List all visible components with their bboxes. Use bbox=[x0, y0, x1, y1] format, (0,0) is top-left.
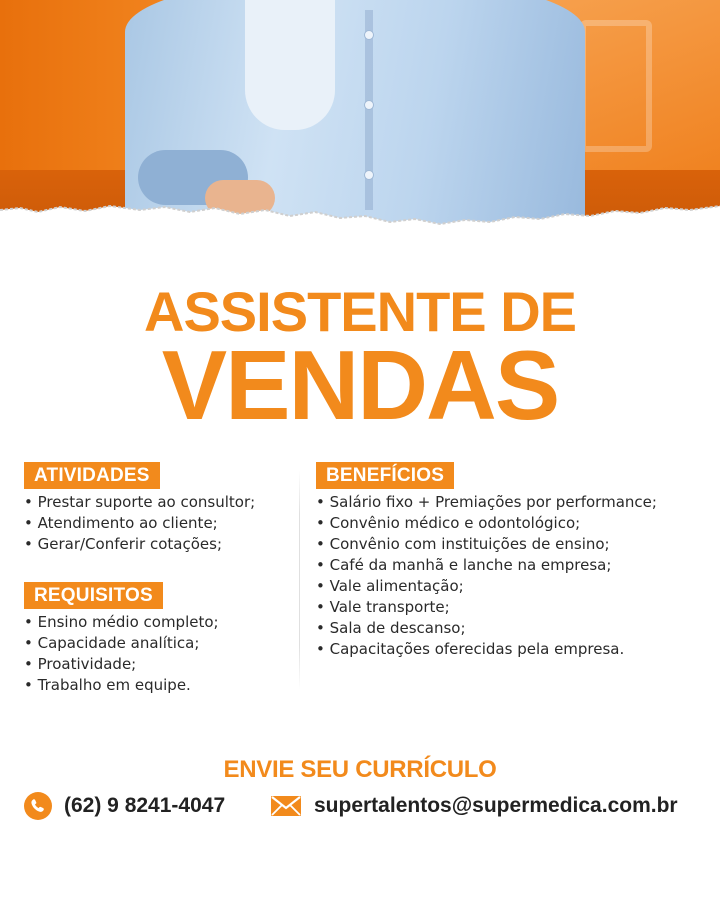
requisitos-list bbox=[24, 612, 219, 696]
hero-shirt-button bbox=[364, 100, 374, 110]
send-resume-heading: ENVIE SEU CURRÍCULO bbox=[223, 756, 497, 783]
list-item: • Capacitações oferecidas pela empresa. bbox=[316, 639, 657, 660]
list-item: • Café da manhã e lanche na empresa; bbox=[316, 555, 657, 576]
whatsapp-icon bbox=[24, 792, 52, 820]
list-item: • Gerar/Conferir cotações; bbox=[24, 534, 255, 555]
beneficios-label: BENEFÍCIOS bbox=[316, 462, 454, 489]
email-link[interactable]: supertalentos@supermedica.com.br bbox=[314, 794, 678, 817]
hero-shirt-button bbox=[364, 170, 374, 180]
beneficios-list bbox=[316, 492, 657, 660]
list-item: • Trabalho em equipe. bbox=[24, 675, 219, 696]
list-item: • Vale alimentação; bbox=[316, 576, 657, 597]
page-title-line-1: ASSISTENTE DE bbox=[144, 280, 576, 343]
list-item: • Vale transporte; bbox=[316, 597, 657, 618]
envelope-icon bbox=[270, 795, 302, 817]
requisitos-label: REQUISITOS bbox=[24, 582, 163, 609]
list-item: • Atendimento ao cliente; bbox=[24, 513, 255, 534]
atividades-list bbox=[24, 492, 255, 555]
list-item: • Capacidade analítica; bbox=[24, 633, 219, 654]
phone-number-link[interactable]: (62) 9 8241-4047 bbox=[64, 794, 226, 817]
atividades-label: ATIVIDADES bbox=[24, 462, 160, 489]
list-item: • Convênio com instituições de ensino; bbox=[316, 534, 657, 555]
list-item: • Proatividade; bbox=[24, 654, 219, 675]
column-divider bbox=[299, 470, 300, 690]
list-item: • Salário fixo + Premiações por performance; bbox=[316, 492, 657, 513]
page-title-line-2: VENDAS bbox=[161, 330, 559, 440]
list-item: • Sala de descanso; bbox=[316, 618, 657, 639]
list-item: • Prestar suporte ao consultor; bbox=[24, 492, 255, 513]
hero-photo bbox=[0, 0, 720, 240]
hero-shirt-button bbox=[364, 30, 374, 40]
hero-shirt-placket bbox=[365, 10, 373, 210]
list-item: • Ensino médio completo; bbox=[24, 612, 219, 633]
torn-paper-edge bbox=[0, 198, 720, 240]
list-item: • Convênio médico e odontológico; bbox=[316, 513, 657, 534]
hero-shirt-collar bbox=[245, 0, 335, 130]
